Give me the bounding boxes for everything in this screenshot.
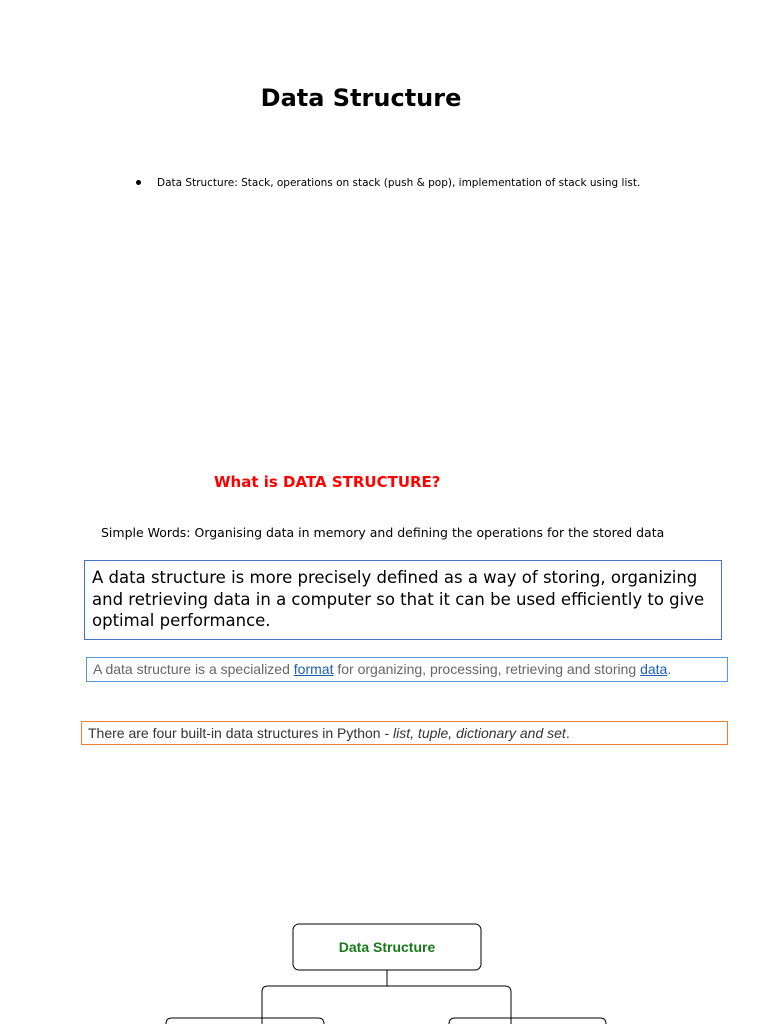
specialized-middle: for organizing, processing, retrieving and storing [333, 661, 641, 677]
python-structures-list: list, tuple, dictionary and set [393, 725, 566, 741]
python-prefix: There are four built-in data structures in Python - [88, 725, 394, 741]
specialized-suffix: . [667, 661, 672, 677]
python-suffix: . [565, 725, 570, 741]
tree-right-child-node [449, 1018, 606, 1024]
tree-left-child-node [166, 1018, 324, 1024]
format-link[interactable]: format [293, 661, 334, 677]
page-title: Data Structure [260, 84, 462, 112]
syllabus-bullet-text: Data Structure: Stack, operations on stack (push & pop), implementation of stack using list. [157, 177, 641, 189]
definition-text: A data structure is more precisely defined as a way of storing, organizing and retrieving data in a computer so that it can be used efficiently to give optimal performance. [92, 568, 705, 630]
section-heading: What is DATA STRUCTURE? [214, 473, 441, 491]
specialized-prefix: A data structure is a specialized [93, 661, 294, 677]
simple-words-text: Simple Words: Organising data in memory and defining the operations for the stored data [101, 525, 665, 540]
data-link[interactable]: data [640, 661, 668, 677]
tree-root-label: Data Structure [338, 939, 436, 955]
